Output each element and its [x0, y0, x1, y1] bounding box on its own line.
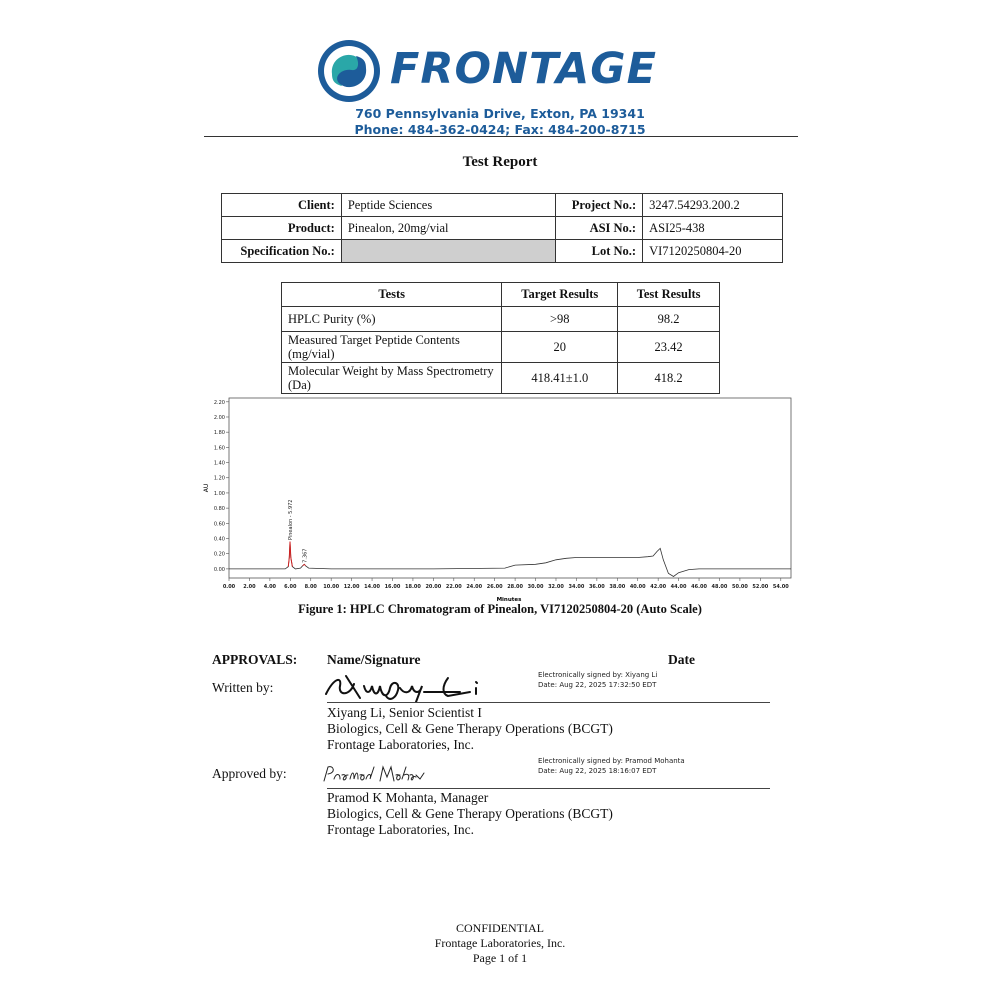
header-divider	[204, 136, 798, 137]
y-axis-label: AU	[203, 483, 210, 493]
x-tick-label: 50.00	[731, 584, 748, 590]
x-tick-label: 32.00	[548, 584, 564, 590]
y-tick-label: 0.80	[213, 506, 225, 513]
approved-esign-date: Date: Aug 22, 2025 18:16:07 EDT	[538, 767, 657, 775]
approved-by-label: Approved by:	[212, 766, 287, 781]
info-row	[222, 217, 783, 240]
x-tick-label: 8.00	[304, 584, 317, 590]
test-name: Measured Target Peptide Contents (mg/vial)	[282, 332, 502, 363]
client-value: Peptide Sciences	[341, 194, 555, 217]
test-name: HPLC Purity (%)	[282, 307, 502, 332]
asi-label: ASI No.:	[556, 217, 643, 240]
approved-signature-line	[327, 788, 770, 789]
hplc-chromatogram	[199, 393, 795, 605]
written-esign-by: Electronically signed by: Xiyang Li	[538, 671, 658, 679]
test-result: 418.2	[618, 363, 720, 394]
approved-esign-by: Electronically signed by: Pramod Mohanta	[538, 757, 685, 765]
company-address: 760 Pennsylvania Drive, Exton, PA 19341	[355, 106, 645, 121]
approved-by-company: Frontage Laboratories, Inc.	[327, 822, 474, 837]
approved-by-block	[327, 790, 613, 838]
y-tick-label: 2.00	[213, 414, 225, 421]
x-tick-label: 38.00	[609, 584, 626, 590]
written-signature	[320, 672, 490, 704]
table-row	[282, 363, 720, 394]
col-header-tests: Tests	[282, 283, 502, 307]
test-name: Molecular Weight by Mass Spectrometry (Da)	[282, 363, 502, 394]
x-tick-label: 10.00	[323, 584, 340, 590]
x-tick-label: 54.00	[772, 584, 789, 590]
written-by-company: Frontage Laboratories, Inc.	[327, 737, 474, 752]
approved-esign-stamp	[538, 756, 685, 776]
approvals-heading: APPROVALS:	[212, 652, 298, 667]
col-header-target: Target Results	[502, 283, 618, 307]
x-tick-label: 22.00	[445, 584, 462, 590]
x-tick-label: 20.00	[425, 584, 442, 590]
x-tick-label: 52.00	[752, 584, 769, 590]
x-tick-label: 18.00	[405, 584, 421, 590]
written-by-name: Xiyang Li, Senior Scientist I	[327, 705, 482, 720]
col-header-result: Test Results	[618, 283, 720, 307]
test-result: 23.42	[618, 332, 720, 363]
written-signature-line	[327, 702, 770, 703]
figure-caption: Figure 1: HPLC Chromatogram of Pinealon, VI7120250804-20 (Auto Scale)	[298, 602, 702, 616]
client-label: Client:	[222, 194, 342, 217]
page-number: Page 1 of 1	[472, 951, 528, 965]
written-esign-stamp	[538, 670, 657, 690]
y-tick-label: 0.40	[213, 536, 225, 543]
y-tick-label: 1.60	[213, 445, 225, 452]
approved-by-name: Pramod K Mohanta, Manager	[327, 790, 489, 805]
approved-by-dept: Biologics, Cell & Gene Therapy Operations (BCGT)	[327, 806, 613, 821]
date-heading: Date	[668, 652, 695, 667]
y-tick-label: 2.20	[213, 399, 225, 406]
page-footer	[0, 921, 1000, 966]
x-tick-label: 44.00	[670, 584, 687, 590]
x-tick-label: 4.00	[263, 584, 277, 590]
y-tick-label: 1.20	[213, 475, 225, 482]
results-header-row	[282, 283, 720, 307]
project-label: Project No.:	[556, 194, 643, 217]
x-tick-label: 42.00	[650, 584, 667, 590]
plot-frame	[229, 398, 791, 578]
spec-value	[341, 240, 555, 263]
chromatogram-trace	[229, 542, 791, 577]
test-result: 98.2	[618, 307, 720, 332]
company-logo	[316, 38, 696, 104]
table-row	[282, 332, 720, 363]
written-by-label: Written by:	[212, 680, 274, 695]
product-label: Product:	[222, 217, 342, 240]
x-tick-label: 40.00	[629, 584, 646, 590]
x-tick-label: 6.00	[284, 584, 297, 590]
asi-value: ASI25-438	[643, 217, 783, 240]
y-tick-label: 1.40	[213, 460, 225, 467]
spec-label: Specification No.:	[222, 240, 342, 263]
written-by-dept: Biologics, Cell & Gene Therapy Operations (BCGT)	[327, 721, 613, 736]
x-tick-label: 16.00	[384, 584, 401, 590]
info-row	[222, 240, 783, 263]
written-by-block	[327, 705, 613, 753]
results-table	[281, 282, 720, 394]
x-tick-label: 2.00	[243, 584, 256, 590]
target-result: >98	[502, 307, 618, 332]
product-value: Pinealon, 20mg/vial	[341, 217, 555, 240]
y-tick-label: 0.00	[213, 566, 225, 573]
y-tick-label: 0.60	[213, 521, 225, 528]
frontage-logo-icon	[316, 38, 382, 104]
x-tick-label: 28.00	[507, 584, 524, 590]
minor-peak	[303, 564, 306, 566]
y-tick-label: 0.20	[213, 551, 225, 558]
x-tick-label: 26.00	[486, 584, 503, 590]
info-row	[222, 194, 783, 217]
x-tick-label: 34.00	[568, 584, 585, 590]
x-tick-label: 14.00	[364, 584, 380, 590]
target-result: 20	[502, 332, 618, 363]
x-tick-label: 12.00	[343, 584, 360, 590]
info-table	[221, 193, 783, 263]
x-axis-label: Minutes	[496, 597, 522, 603]
report-title: Test Report	[462, 154, 538, 170]
company-phone-fax: Phone: 484-362-0424; Fax: 484-200-8715	[354, 122, 646, 137]
x-tick-label: 0.00	[222, 584, 236, 590]
x-tick-label: 36.00	[588, 584, 605, 590]
y-tick-label: 1.00	[213, 490, 225, 497]
lot-label: Lot No.:	[556, 240, 643, 263]
approved-signature	[320, 763, 430, 787]
name-signature-heading: Name/Signature	[327, 652, 421, 667]
y-tick-label: 1.80	[213, 430, 225, 437]
footer-company: Frontage Laboratories, Inc.	[434, 936, 566, 950]
x-tick-label: 48.00	[711, 584, 728, 590]
peak-label-minor: 7.367	[302, 548, 309, 563]
peak-label-main: Pinealon - 5.972	[288, 499, 295, 541]
x-tick-label: 24.00	[466, 584, 483, 590]
project-value: 3247.54293.200.2	[643, 194, 783, 217]
confidential-label: CONFIDENTIAL	[456, 921, 544, 935]
company-name: FRONTAGE	[390, 44, 657, 94]
lot-value: VI7120250804-20	[643, 240, 783, 263]
written-esign-date: Date: Aug 22, 2025 17:32:50 EDT	[538, 681, 657, 689]
table-row	[282, 307, 720, 332]
x-tick-label: 46.00	[691, 584, 707, 590]
target-result: 418.41±1.0	[502, 363, 618, 394]
main-peak	[288, 542, 292, 567]
x-tick-label: 30.00	[527, 584, 544, 590]
